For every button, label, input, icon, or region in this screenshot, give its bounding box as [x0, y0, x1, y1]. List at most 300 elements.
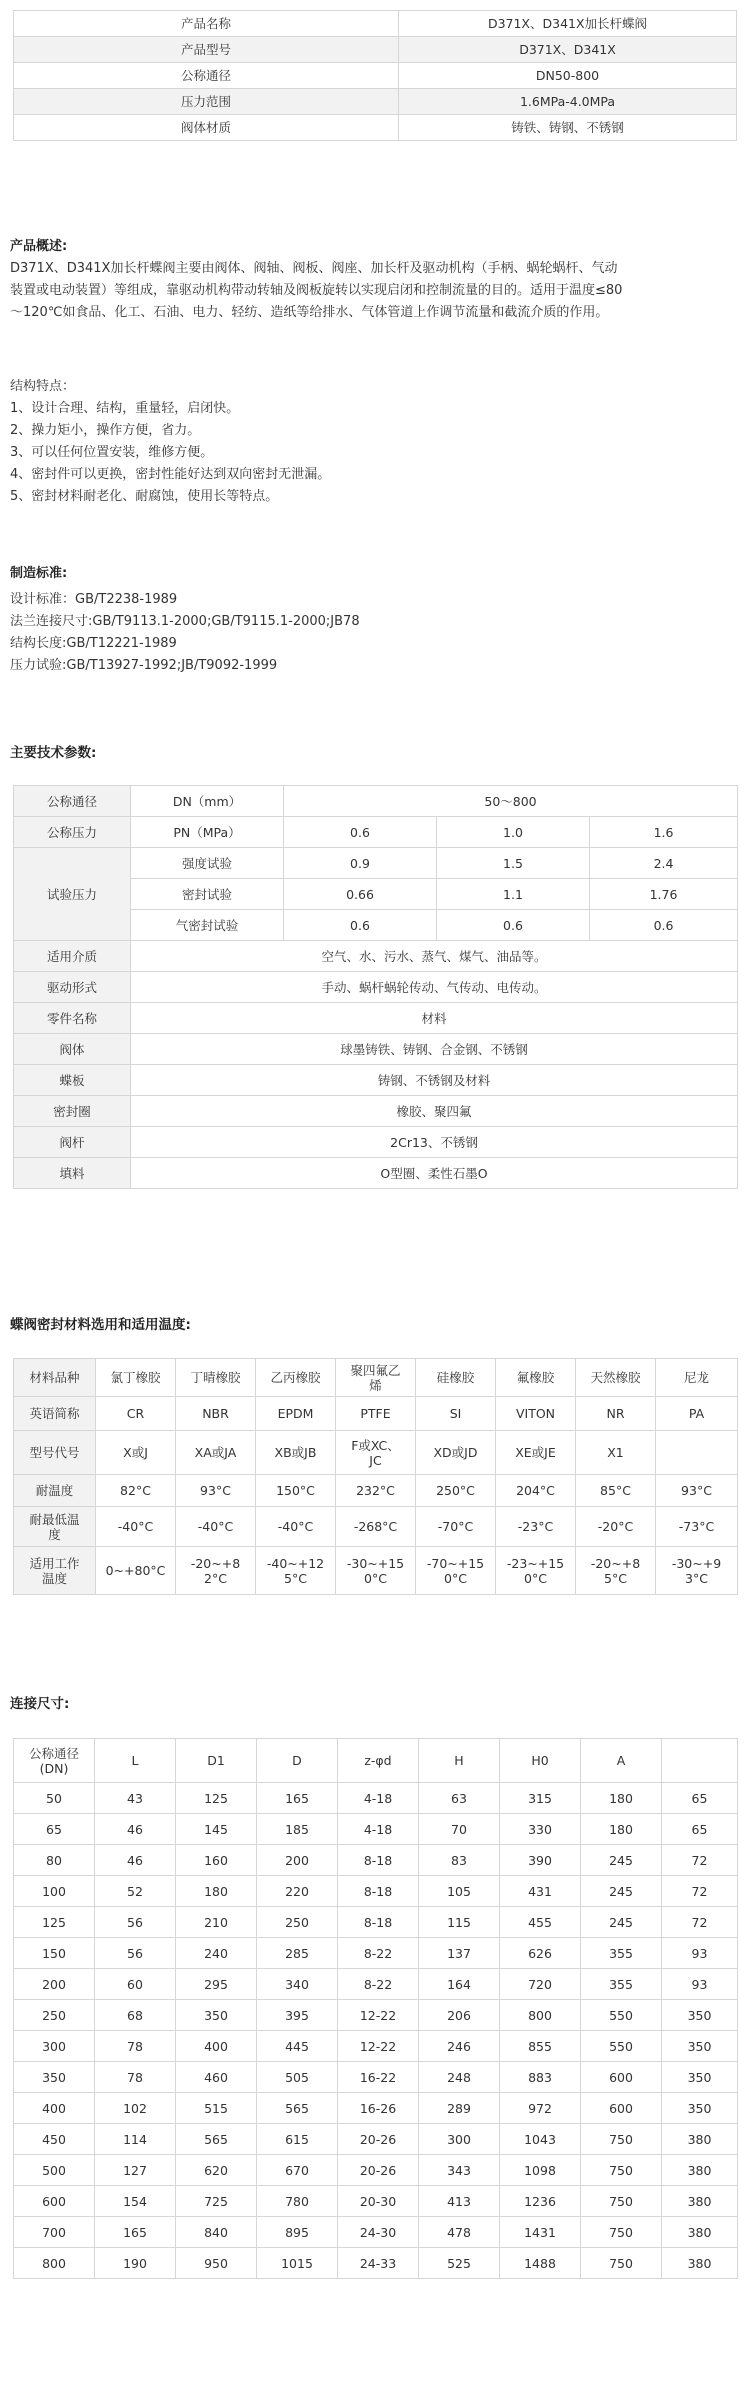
conn-cell: 137: [419, 1938, 500, 1969]
conn-cell: 445: [257, 2031, 338, 2062]
conn-row: [14, 1783, 738, 1814]
seal-cell: XD或JD: [416, 1431, 496, 1475]
seal-cell: XE或JE: [496, 1431, 576, 1475]
tech-row-value: 球墨铸铁、铸钢、合金钢、不锈钢: [131, 1034, 738, 1065]
conn-cell: 68: [95, 2000, 176, 2031]
conn-cell: 12-22: [338, 2000, 419, 2031]
conn-row: [14, 2124, 738, 2155]
conn-cell: 289: [419, 2093, 500, 2124]
summary-value: D371X、D341X加长杆蝶阀: [399, 11, 737, 37]
conn-cell: 210: [176, 1907, 257, 1938]
seal-cell: 93°C: [656, 1475, 738, 1507]
conn-cell: 165: [95, 2217, 176, 2248]
conn-cell: 550: [581, 2000, 662, 2031]
conn-cell: 750: [581, 2124, 662, 2155]
tech-row-label: 适用介质: [14, 941, 131, 972]
pn-unit: PN（MPa）: [131, 817, 284, 848]
conn-cell: 165: [257, 1783, 338, 1814]
seal-materials-table: [13, 1358, 738, 1595]
tech-row-label: 蝶板: [14, 1065, 131, 1096]
conn-cell: 450: [14, 2124, 95, 2155]
conn-cell: 285: [257, 1938, 338, 1969]
conn-cell: 725: [176, 2186, 257, 2217]
tech-row: [14, 1127, 738, 1158]
conn-cell: 72: [662, 1876, 738, 1907]
conn-cell: 150: [14, 1938, 95, 1969]
seal-cell: 82°C: [96, 1475, 176, 1507]
conn-header-cell: D1: [176, 1739, 257, 1783]
seal-cell: 乙丙橡胶: [256, 1359, 336, 1397]
tech-row: [14, 1096, 738, 1127]
tech-row-value: 材料: [131, 1003, 738, 1034]
conn-cell: 300: [419, 2124, 500, 2155]
dn-unit: DN（mm）: [131, 786, 284, 817]
conn-row: [14, 2093, 738, 2124]
summary-label: 产品名称: [14, 11, 399, 37]
seal-row: [14, 1397, 738, 1431]
seal-row-label: 耐温度: [14, 1475, 96, 1507]
conn-cell: 93: [662, 1938, 738, 1969]
seal-cell: -70°C: [416, 1507, 496, 1547]
seal-cell: -23~+15 0°C: [496, 1547, 576, 1595]
conn-cell: 380: [662, 2217, 738, 2248]
conn-cell: 206: [419, 2000, 500, 2031]
standards-section: [10, 563, 735, 677]
conn-header-cell: L: [95, 1739, 176, 1783]
conn-cell: 72: [662, 1845, 738, 1876]
conn-cell: 200: [14, 1969, 95, 2000]
conn-cell: 190: [95, 2248, 176, 2279]
seal-cell: X或J: [96, 1431, 176, 1475]
conn-cell: 350: [662, 2031, 738, 2062]
conn-cell: 478: [419, 2217, 500, 2248]
conn-cell: 380: [662, 2155, 738, 2186]
dn-value: 50～800: [284, 786, 738, 817]
seal-row: [14, 1507, 738, 1547]
conn-cell: 350: [176, 2000, 257, 2031]
seal-cell: NBR: [176, 1397, 256, 1431]
conn-header-cell: [662, 1739, 738, 1783]
overview-line: ～120℃如食品、化工、石油、电力、轻纺、造纸等给排水、气体管道上作调节流量和截流介质的作用。: [10, 305, 609, 320]
conn-row: [14, 1938, 738, 1969]
summary-label: 压力范围: [14, 89, 399, 115]
seal-row-label: 型号代号: [14, 1431, 96, 1475]
conn-cell: 972: [500, 2093, 581, 2124]
conn-cell: 78: [95, 2062, 176, 2093]
conn-cell: 505: [257, 2062, 338, 2093]
standard-item: 法兰连接尺寸:GB/T9113.1-2000;GB/T9115.1-2000;JB78: [10, 614, 360, 629]
conn-cell: 125: [14, 1907, 95, 1938]
conn-cell: 330: [500, 1814, 581, 1845]
seal-row-label: 英语简称: [14, 1397, 96, 1431]
product-summary-table: [13, 10, 737, 141]
seal-cell: -40°C: [96, 1507, 176, 1547]
conn-cell: 565: [257, 2093, 338, 2124]
conn-cell: 1488: [500, 2248, 581, 2279]
conn-cell: 160: [176, 1845, 257, 1876]
conn-cell: 295: [176, 1969, 257, 2000]
summary-row: [14, 11, 737, 37]
seal-cell: VITON: [496, 1397, 576, 1431]
seal-cell: -30~+9 3°C: [656, 1547, 738, 1595]
conn-cell: 8-18: [338, 1907, 419, 1938]
summary-value: 铸铁、铸钢、不锈钢: [399, 115, 737, 141]
conn-cell: 4-18: [338, 1814, 419, 1845]
conn-cell: 164: [419, 1969, 500, 2000]
conn-cell: 350: [662, 2062, 738, 2093]
tech-row-value: 2Cr13、不锈钢: [131, 1127, 738, 1158]
conn-header-cell: z-φd: [338, 1739, 419, 1783]
conn-cell: 180: [581, 1783, 662, 1814]
conn-cell: 180: [581, 1814, 662, 1845]
seal-cell: 丁晴橡胶: [176, 1359, 256, 1397]
standard-item: 压力试验:GB/T13927-1992;JB/T9092-1999: [10, 658, 278, 673]
seal-cell: [656, 1431, 738, 1475]
conn-header-cell: H0: [500, 1739, 581, 1783]
standards-title: 制造标准:: [10, 566, 68, 581]
conn-cell: 500: [14, 2155, 95, 2186]
conn-cell: 245: [581, 1845, 662, 1876]
test-value: 0.9: [284, 848, 437, 879]
test-name: 强度试验: [131, 848, 284, 879]
conn-cell: 1098: [500, 2155, 581, 2186]
conn-cell: 390: [500, 1845, 581, 1876]
conn-row: [14, 2186, 738, 2217]
conn-cell: 65: [662, 1783, 738, 1814]
conn-cell: 80: [14, 1845, 95, 1876]
conn-title: 连接尺寸:: [10, 1696, 70, 1712]
conn-cell: 20-26: [338, 2155, 419, 2186]
conn-cell: 154: [95, 2186, 176, 2217]
test-value: 1.76: [590, 879, 738, 910]
seal-row: [14, 1475, 738, 1507]
conn-header-row: [14, 1739, 738, 1783]
conn-cell: 24-33: [338, 2248, 419, 2279]
conn-row: [14, 2217, 738, 2248]
tech-row-label: 填料: [14, 1158, 131, 1189]
tech-row: [14, 1158, 738, 1189]
summary-row: [14, 115, 737, 141]
conn-cell: 145: [176, 1814, 257, 1845]
conn-row: [14, 2031, 738, 2062]
seal-cell: EPDM: [256, 1397, 336, 1431]
seal-row-label: 耐最低温 度: [14, 1507, 96, 1547]
conn-cell: 380: [662, 2248, 738, 2279]
conn-cell: 248: [419, 2062, 500, 2093]
seal-cell: 85°C: [576, 1475, 656, 1507]
conn-row: [14, 2000, 738, 2031]
seal-cell: NR: [576, 1397, 656, 1431]
test-name: 气密封试验: [131, 910, 284, 941]
conn-row: [14, 1969, 738, 2000]
conn-cell: 800: [500, 2000, 581, 2031]
standard-item: 设计标准：GB/T2238-1989: [10, 592, 178, 607]
seal-cell: PTFE: [336, 1397, 416, 1431]
connection-dimensions-table: [13, 1738, 738, 2279]
conn-cell: 8-18: [338, 1876, 419, 1907]
seal-cell: -20~+8 5°C: [576, 1547, 656, 1595]
conn-cell: 615: [257, 2124, 338, 2155]
conn-cell: 1043: [500, 2124, 581, 2155]
conn-cell: 56: [95, 1938, 176, 1969]
conn-cell: 750: [581, 2248, 662, 2279]
tech-row: [14, 972, 738, 1003]
conn-cell: 63: [419, 1783, 500, 1814]
conn-header-cell: H: [419, 1739, 500, 1783]
seal-cell: -20~+8 2°C: [176, 1547, 256, 1595]
seal-cell: 天然橡胶: [576, 1359, 656, 1397]
seal-row: [14, 1431, 738, 1475]
conn-cell: 50: [14, 1783, 95, 1814]
conn-cell: 350: [14, 2062, 95, 2093]
conn-cell: 180: [176, 1876, 257, 1907]
conn-cell: 83: [419, 1845, 500, 1876]
conn-cell: 46: [95, 1845, 176, 1876]
seal-cell: XB或JB: [256, 1431, 336, 1475]
conn-cell: 250: [14, 2000, 95, 2031]
conn-cell: 620: [176, 2155, 257, 2186]
conn-cell: 515: [176, 2093, 257, 2124]
conn-cell: 380: [662, 2186, 738, 2217]
tech-row-label: 阀杆: [14, 1127, 131, 1158]
seal-cell: CR: [96, 1397, 176, 1431]
conn-cell: 355: [581, 1938, 662, 1969]
conn-cell: 626: [500, 1938, 581, 1969]
conn-cell: 16-22: [338, 2062, 419, 2093]
tech-row-label: 零件名称: [14, 1003, 131, 1034]
test-name: 密封试验: [131, 879, 284, 910]
conn-cell: 855: [500, 2031, 581, 2062]
seal-cell: -40°C: [256, 1507, 336, 1547]
conn-header-cell: 公称通径 (DN): [14, 1739, 95, 1783]
conn-cell: 65: [14, 1814, 95, 1845]
conn-cell: 700: [14, 2217, 95, 2248]
conn-cell: 60: [95, 1969, 176, 2000]
conn-cell: 20-30: [338, 2186, 419, 2217]
conn-cell: 185: [257, 1814, 338, 1845]
seal-cell: SI: [416, 1397, 496, 1431]
pn-value: 1.6: [590, 817, 738, 848]
conn-cell: 600: [14, 2186, 95, 2217]
conn-cell: 65: [662, 1814, 738, 1845]
conn-cell: 343: [419, 2155, 500, 2186]
test-pressure-label: 试验压力: [14, 848, 131, 941]
conn-cell: 355: [581, 1969, 662, 2000]
conn-cell: 70: [419, 1814, 500, 1845]
conn-cell: 460: [176, 2062, 257, 2093]
seal-cell: -40~+12 5°C: [256, 1547, 336, 1595]
seal-cell: -30~+15 0°C: [336, 1547, 416, 1595]
test-value: 1.5: [437, 848, 590, 879]
conn-cell: 200: [257, 1845, 338, 1876]
feature-item: 3、可以任何位置安装，维修方便。: [10, 445, 214, 460]
conn-header-cell: A: [581, 1739, 662, 1783]
feature-item: 1、设计合理、结构，重量轻，启闭快。: [10, 401, 240, 416]
seal-cell: 232°C: [336, 1475, 416, 1507]
conn-row: [14, 2155, 738, 2186]
conn-header-cell: D: [257, 1739, 338, 1783]
conn-cell: 127: [95, 2155, 176, 2186]
conn-cell: 114: [95, 2124, 176, 2155]
tech-row-value: 铸钢、不锈钢及材料: [131, 1065, 738, 1096]
tech-row-label: 阀体: [14, 1034, 131, 1065]
conn-cell: 950: [176, 2248, 257, 2279]
standard-item: 结构长度:GB/T12221-1989: [10, 636, 177, 651]
conn-cell: 550: [581, 2031, 662, 2062]
conn-cell: 1236: [500, 2186, 581, 2217]
conn-row: [14, 1907, 738, 1938]
seal-cell: -40°C: [176, 1507, 256, 1547]
tech-title: 主要技术参数:: [10, 745, 97, 761]
conn-cell: 250: [257, 1907, 338, 1938]
summary-row: [14, 89, 737, 115]
conn-cell: 455: [500, 1907, 581, 1938]
seal-cell: X1: [576, 1431, 656, 1475]
seal-cell: -70~+15 0°C: [416, 1547, 496, 1595]
seal-cell: 250°C: [416, 1475, 496, 1507]
conn-cell: 8-18: [338, 1845, 419, 1876]
conn-row: [14, 1845, 738, 1876]
tech-row-label: 驱动形式: [14, 972, 131, 1003]
conn-cell: 125: [176, 1783, 257, 1814]
seal-cell: F或XC、 JC: [336, 1431, 416, 1475]
conn-cell: 340: [257, 1969, 338, 2000]
seal-cell: 93°C: [176, 1475, 256, 1507]
seal-cell: 204°C: [496, 1475, 576, 1507]
tech-row: [14, 1003, 738, 1034]
conn-cell: 56: [95, 1907, 176, 1938]
conn-cell: 245: [581, 1907, 662, 1938]
summary-label: 阀体材质: [14, 115, 399, 141]
test-value: 0.6: [590, 910, 738, 941]
tech-row-value: 空气、水、污水、蒸气、煤气、油品等。: [131, 941, 738, 972]
conn-cell: 720: [500, 1969, 581, 2000]
conn-cell: 246: [419, 2031, 500, 2062]
conn-cell: 78: [95, 2031, 176, 2062]
conn-row: [14, 2248, 738, 2279]
tech-row-value: 橡胶、聚四氟: [131, 1096, 738, 1127]
tech-row: [14, 1034, 738, 1065]
tech-row-value: O型圈、柔性石墨O: [131, 1158, 738, 1189]
seal-cell: 尼龙: [656, 1359, 738, 1397]
feature-item: 5、密封材料耐老化、耐腐蚀，使用长等特点。: [10, 489, 279, 504]
conn-row: [14, 2062, 738, 2093]
conn-cell: 525: [419, 2248, 500, 2279]
pn-value: 1.0: [437, 817, 590, 848]
conn-cell: 750: [581, 2186, 662, 2217]
conn-cell: 100: [14, 1876, 95, 1907]
seal-cell: 0~+80°C: [96, 1547, 176, 1595]
seal-cell: -23°C: [496, 1507, 576, 1547]
seal-cell: 150°C: [256, 1475, 336, 1507]
conn-cell: 840: [176, 2217, 257, 2248]
conn-row: [14, 1876, 738, 1907]
seal-cell: 氟橡胶: [496, 1359, 576, 1397]
seal-row-label: 材料品种: [14, 1359, 96, 1397]
pn-label: 公称压力: [14, 817, 131, 848]
conn-cell: 413: [419, 2186, 500, 2217]
conn-row: [14, 1814, 738, 1845]
conn-cell: 750: [581, 2155, 662, 2186]
conn-cell: 52: [95, 1876, 176, 1907]
conn-cell: 350: [662, 2093, 738, 2124]
conn-cell: 115: [419, 1907, 500, 1938]
conn-cell: 8-22: [338, 1969, 419, 2000]
conn-cell: 24-30: [338, 2217, 419, 2248]
summary-row: [14, 63, 737, 89]
conn-cell: 72: [662, 1907, 738, 1938]
conn-cell: 1015: [257, 2248, 338, 2279]
conn-cell: 380: [662, 2124, 738, 2155]
seal-cell: -73°C: [656, 1507, 738, 1547]
conn-cell: 431: [500, 1876, 581, 1907]
seal-row: [14, 1359, 738, 1397]
summary-label: 产品型号: [14, 37, 399, 63]
conn-cell: 4-18: [338, 1783, 419, 1814]
seal-row: [14, 1547, 738, 1595]
seal-cell: -268°C: [336, 1507, 416, 1547]
test-value: 2.4: [590, 848, 738, 879]
conn-cell: 8-22: [338, 1938, 419, 1969]
summary-value: DN50-800: [399, 63, 737, 89]
features-title: 结构特点：: [10, 379, 76, 394]
overview-title: 产品概述:: [10, 239, 68, 254]
overview-line: D371X、D341X加长杆蝶阀主要由阀体、阀轴、阀板、阀座、加长杆及驱动机构（手柄、蜗轮蜗杆、气动: [10, 261, 618, 276]
tech-params-table: [13, 785, 738, 1189]
conn-cell: 1431: [500, 2217, 581, 2248]
summary-value: D371X、D341X: [399, 37, 737, 63]
conn-cell: 750: [581, 2217, 662, 2248]
seal-cell: PA: [656, 1397, 738, 1431]
features-section: [10, 376, 735, 508]
conn-cell: 102: [95, 2093, 176, 2124]
summary-row: [14, 37, 737, 63]
overview-section: [10, 236, 735, 324]
tech-row-label: 密封圈: [14, 1096, 131, 1127]
tech-row: [14, 1065, 738, 1096]
conn-cell: 670: [257, 2155, 338, 2186]
dn-label: 公称通径: [14, 786, 131, 817]
test-value: 1.1: [437, 879, 590, 910]
conn-cell: 800: [14, 2248, 95, 2279]
conn-cell: 43: [95, 1783, 176, 1814]
conn-cell: 400: [176, 2031, 257, 2062]
summary-label: 公称通径: [14, 63, 399, 89]
pn-value: 0.6: [284, 817, 437, 848]
conn-cell: 46: [95, 1814, 176, 1845]
test-value: 0.66: [284, 879, 437, 910]
conn-cell: 245: [581, 1876, 662, 1907]
seal-cell: XA或JA: [176, 1431, 256, 1475]
seal-title: 蝶阀密封材料选用和适用温度:: [10, 1317, 191, 1333]
conn-cell: 20-26: [338, 2124, 419, 2155]
tech-row: [14, 941, 738, 972]
conn-cell: 300: [14, 2031, 95, 2062]
seal-cell: 硅橡胶: [416, 1359, 496, 1397]
seal-cell: 聚四氟乙 烯: [336, 1359, 416, 1397]
conn-cell: 600: [581, 2062, 662, 2093]
conn-cell: 395: [257, 2000, 338, 2031]
conn-cell: 220: [257, 1876, 338, 1907]
conn-cell: 600: [581, 2093, 662, 2124]
conn-cell: 400: [14, 2093, 95, 2124]
conn-cell: 780: [257, 2186, 338, 2217]
conn-cell: 315: [500, 1783, 581, 1814]
summary-value: 1.6MPa-4.0MPa: [399, 89, 737, 115]
seal-cell: -20°C: [576, 1507, 656, 1547]
conn-cell: 350: [662, 2000, 738, 2031]
conn-cell: 12-22: [338, 2031, 419, 2062]
